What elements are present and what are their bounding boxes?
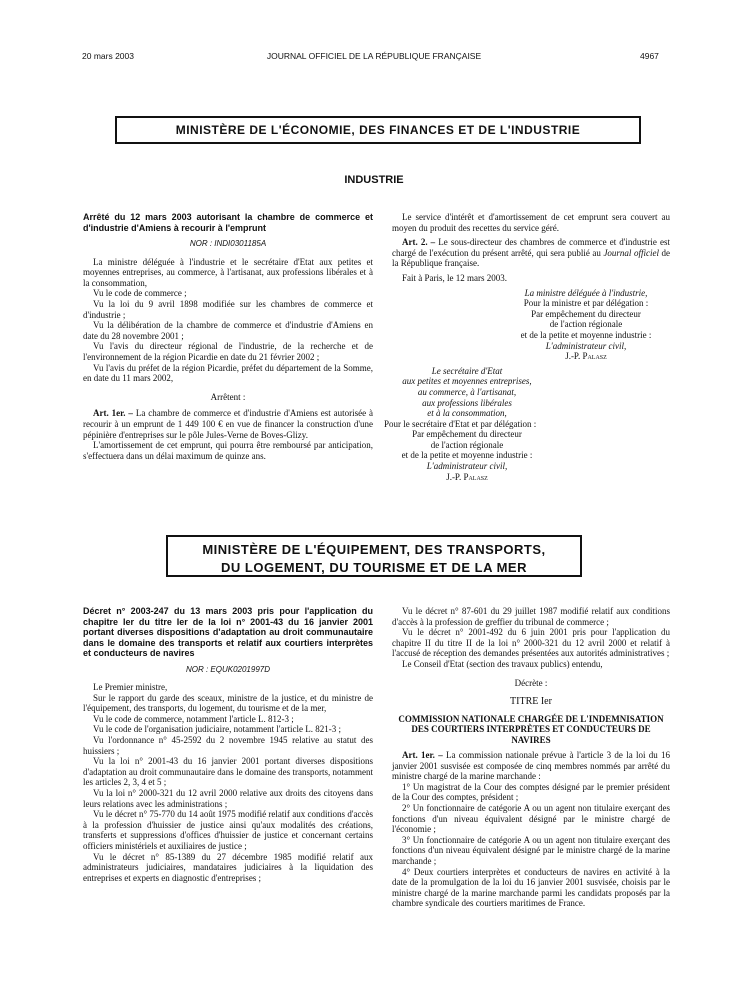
decret-title: Décret n° 2003-247 du 13 mars 2003 pris pour l'application du chapitre Ier du titre Ier de la loi n° 2001-43 du 16 janvier 2001 portant diverses dispositions d'adaptation au droit communautaire dans le domaine des transports et relatif aux courtiers interprètes et conducteurs de navires [83,606,373,658]
arrete-article-2: Art. 2. – Le sous-directeur des chambres de commerce et d'industrie est chargé de l'exécution du présent arrêté, qui sera publié au Journal officiel de la République française. [392,237,670,269]
decret-visa: Vu le code de commerce, notamment l'article L. 812-3 ; [93,713,294,724]
commission-title: COMMISSION NATIONALE CHARGÉE DE L'INDEMNISATION DES COURTIERS INTERPRÈTES ET CONDUCTEURS DE NAVIRES [398,713,664,745]
ministry-equipement-line1: MINISTÈRE DE L'ÉQUIPEMENT, DES TRANSPORTS, [202,542,546,557]
ministry-economie-box [115,116,641,144]
section-heading-industrie: INDUSTRIE [344,174,404,186]
decret-visa: Le Premier ministre, [93,682,168,693]
header-page-number: 4967 [640,51,659,61]
decret-visa: Sur le rapport du garde des sceaux, ministre de la justice, et du ministre de l'équipement, des transports, du logement, du tourisme et de la mer, [83,692,373,714]
decret-visa: Vu le code de l'organisation judiciaire, notamment l'article L. 821-3 ; [93,724,341,735]
ministry-economie-title: MINISTÈRE DE L'ÉCONOMIE, DES FINANCES ET DE L'INDUSTRIE [175,123,581,137]
arrete-paragraph: La ministre déléguée à l'industrie et le secrétaire d'Etat aux petites et moyennes entreprises, au commerce, à l'artisanat, aux professions libérales et à la consommation, [83,256,373,288]
arrete-paragraph: Vu l'avis du préfet de la région Picardie, préfet du département de la Somme, en date du 11 mars 2002, [83,362,373,384]
header-date: 20 mars 2003 [82,51,134,61]
arrete-paragraph: Vu le code de commerce ; [93,288,187,299]
titre-heading: TITRE Ier [510,696,552,708]
decret-right-column [392,606,670,909]
decret-visa: Vu le décret n° 85-1389 du 27 décembre 1985 modifié relatif aux administrateurs judiciaires, mandataires judiciaires à la liquidation des entreprises et experts en diagnostic d'entreprises ; [83,851,373,883]
arrete-paragraph: Vu la délibération de la chambre de commerce et d'industrie d'Amiens en date du 28 novembre 2001 ; [83,320,373,341]
arrete-article-1-amortissement: L'amortissement de cet emprunt, qui pourra être remboursé par anticipation, s'effectuera dans un délai maximum de quinze ans. [83,440,373,461]
decret-nor: NOR : EQUK0201997D [185,664,271,674]
decret-visa: Vu l'ordonnance n° 45-2592 du 2 novembre 1945 relative au statut des huissiers ; [83,735,373,756]
ministry-equipement-line2: DU LOGEMENT, DU TOURISME ET DE LA MER [221,560,527,575]
decret-visa: Vu la loi n° 2000-321 du 12 avril 2000 relative aux droits des citoyens dans leurs relations avec les administrations ; [83,788,373,809]
decret-article-1-item: 4° Deux courtiers interprètes et conducteurs de navires en activité à la date de la promulgation de la loi du 16 janvier 2001 susvisée, choisis par le ministre chargé de la marine marchande parmi les candidats proposés par la chambre syndicale des courtiers maritimes de France. [392,866,670,909]
arrete-paragraph: Vu l'avis du directeur régional de l'industrie, de la recherche et de l'environnement de la région Picardie en date du 21 février 2002 ; [83,341,373,362]
arrete-left-column [83,212,373,461]
decret-article-1-item: 2° Un fonctionnaire de catégorie A ou un agent non titulaire exerçant des fonctions d'un niveau équivalent désigné par le ministre chargé de l'économie ; [392,802,670,835]
decret-left-column [83,606,373,883]
decret-visa: Vu la loi n° 2001-43 du 16 janvier 2001 portant diverses dispositions d'adaptation au droit communautaire dans le domaine des transports, notamment les articles 2, 3, 4 et 5 ; [83,756,373,788]
decret-visa: Vu le décret n° 75-770 du 14 août 1975 modifié relatif aux conditions d'accès à la profession d'huissier de justice ainsi qu'aux modalités des créations, transferts et suppressions d'offices d'huissier de justice et concernant certains officiers ministériels et auxiliaires de justice ; [83,809,373,851]
decret-article-1: Art. 1er. – La commission nationale prévue à l'article 3 de la loi du 16 janvier 2001 susvisée est composée de cinq membres nommés par arrêté du ministre chargé de la marine marchande : [392,749,670,782]
decret-article-1-item: 3° Un fonctionnaire de catégorie A ou un agent non titulaire exerçant des fonctions d'un niveau équivalent désigné par le ministre chargé de la marine marchande ; [392,834,670,866]
ministry-equipement-box [166,535,582,577]
arrete-title: Arrêté du 12 mars 2003 autorisant la chambre de commerce et d'industrie d'Amiens à recourir à l'emprunt [83,212,373,233]
decret-decrete: Décrète : [514,677,548,688]
decret-visa: Vu le décret n° 2001-492 du 6 juin 2001 pris pour l'application du chapitre II du titre II de la loi n° 2000-321 du 12 avril 2000 et relatif à l'accusé de réception des demandes présentées aux autorités administratives ; [392,627,670,659]
signature-ministre: La ministre déléguée à l'industrie, Pour la ministre et par délégation : Par empêchement du directeur de l'action régionale et de la petite et moyenne industrie : L'administrateur civil, J.-P. Palasz [520,287,652,362]
arrete-nor: NOR : INDI0301185A [189,239,267,248]
arrete-paragraph: Vu la loi du 9 avril 1898 modifiée sur les chambres de commerce et d'industrie ; [83,298,373,320]
arrete-article-1-service: Le service d'intérêt et d'amortissement de cet emprunt sera couvert au moyen du produit des recettes du service géré. [392,212,670,233]
arrete-right-column [384,212,670,482]
signature-secretaire: Le secrétaire d'Etat aux petites et moyennes entreprises, au commerce, à l'artisanat, aux professions libérales et à la consommation, Pour le secrétaire d'Etat et par délégation : Par empêchement du directeur de l'action régionale et de la petite et moyenne industrie : L'administrateur civil, J.-P. Palasz [384,365,537,482]
arrete-article-1: Art. 1er. – La chambre de commerce et d'industrie d'Amiens est autorisée à recourir à un emprunt de 1 449 100 € en vue de financer la construction d'une pépinière d'entreprises sur le pôle Jules-Verne de Boves-Glizy. [83,408,373,440]
decret-visa: Le Conseil d'Etat (section des travaux publics) entendu, [402,658,603,669]
decret-article-1-item: 1° Un magistrat de la Cour des comptes désigné par le premier président de la Cour des comptes, président ; [392,781,670,803]
decret-visa: Vu le décret n° 87-601 du 29 juillet 1987 modifié relatif aux conditions d'accès à la profession de greffier du tribunal de commerce ; [392,606,670,627]
header-title: JOURNAL OFFICIEL DE LA RÉPUBLIQUE FRANÇAISE [266,51,482,61]
arrete-arretent: Arrêtent : [210,391,246,402]
arrete-fait: Fait à Paris, le 12 mars 2003. [402,272,507,283]
